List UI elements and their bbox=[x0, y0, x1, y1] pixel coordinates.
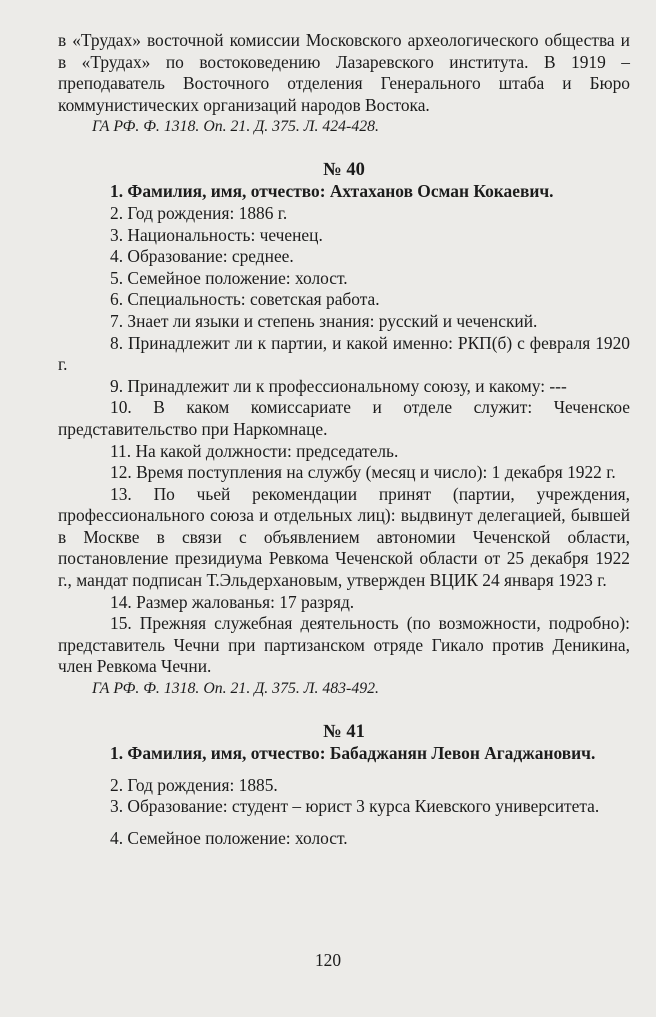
record-41-heading: № 41 bbox=[323, 722, 365, 743]
record-41-item-3: 3. Образование: студент – юрист 3 курса Киевского университета. bbox=[110, 796, 600, 817]
record-40-item-4: 4. Образование: среднее. bbox=[110, 246, 294, 267]
page-number: 120 bbox=[314, 950, 342, 970]
intro-paragraph: в «Трудах» восточной комиссии Московского археологического общества и в «Трудах» по востоковедению Лазаревского института. В 1919 – преподаватель Восточного отделения Генерального штаба и Бюро коммунистических организаций народов Востока. bbox=[58, 30, 630, 115]
record-40-item-1: 1. Фамилия, имя, отчество: Ахтаханов Осман Кокаевич. bbox=[110, 181, 554, 202]
record-40-item-2: 2. Год рождения: 1886 г. bbox=[110, 202, 288, 223]
record-40-item-10: 10. В каком комиссариате и отделе служит: Чеченское представительство при Наркомнаце. bbox=[58, 397, 630, 439]
record-40-item-15: 15. Прежняя служебная деятельность (по возможности, подробно): представитель Чечни при партизанском отряде Гикало против Деникина, член Ревкома Чечни. bbox=[58, 613, 630, 677]
record-40-item-11: 11. На какой должности: председатель. bbox=[110, 440, 399, 461]
record-40-item-6: 6. Специальность: советская работа. bbox=[110, 289, 380, 310]
record-40-item-12: 12. Время поступления на службу (месяц и число): 1 декабря 1922 г. bbox=[110, 462, 616, 483]
record-40-item-9: 9. Принадлежит ли к профессиональному союзу, и какому: --- bbox=[110, 375, 567, 396]
record-40-item-3: 3. Национальность: чеченец. bbox=[110, 224, 323, 245]
record-40-item-8: 8. Принадлежит ли к партии, и какой именно: РКП(б) с февраля 1920 г. bbox=[58, 332, 630, 375]
record-40-archive-source: ГА РФ. Ф. 1318. Оп. 21. Д. 375. Л. 483-492. bbox=[92, 680, 379, 698]
record-41-item-2: 2. Год рождения: 1885. bbox=[110, 774, 278, 795]
record-40-item-5: 5. Семейное положение: холост. bbox=[110, 267, 348, 288]
document-page bbox=[58, 30, 630, 849]
record-40-heading: № 40 bbox=[323, 160, 365, 181]
record-40-item-14: 14. Размер жалованья: 17 разряд. bbox=[110, 591, 355, 612]
record-40-item-7: 7. Знает ли языки и степень знания: русский и чеченский. bbox=[110, 310, 538, 331]
intro-archive-source: ГА РФ. Ф. 1318. Оп. 21. Д. 375. Л. 424-428. bbox=[92, 118, 379, 136]
record-41-item-4: 4. Семейное положение: холост. bbox=[110, 827, 348, 848]
record-40-item-13: 13. По чьей рекомендации принят (партии, учреждения, профессионального союза и отдельных лиц): выдвинут делегацией, бывшей в Москве в связи с объявлением автономии Чеченской области, постановление президиума Ревкома Чеченской области от 25 декабря 1922 г., мандат подписан Т.Эльдерхановым, утвержден ВЦИК 24 января 1923 г. bbox=[58, 483, 630, 591]
record-41-item-1: 1. Фамилия, имя, отчество: Бабаджанян Левон Агаджанович. bbox=[110, 743, 596, 764]
